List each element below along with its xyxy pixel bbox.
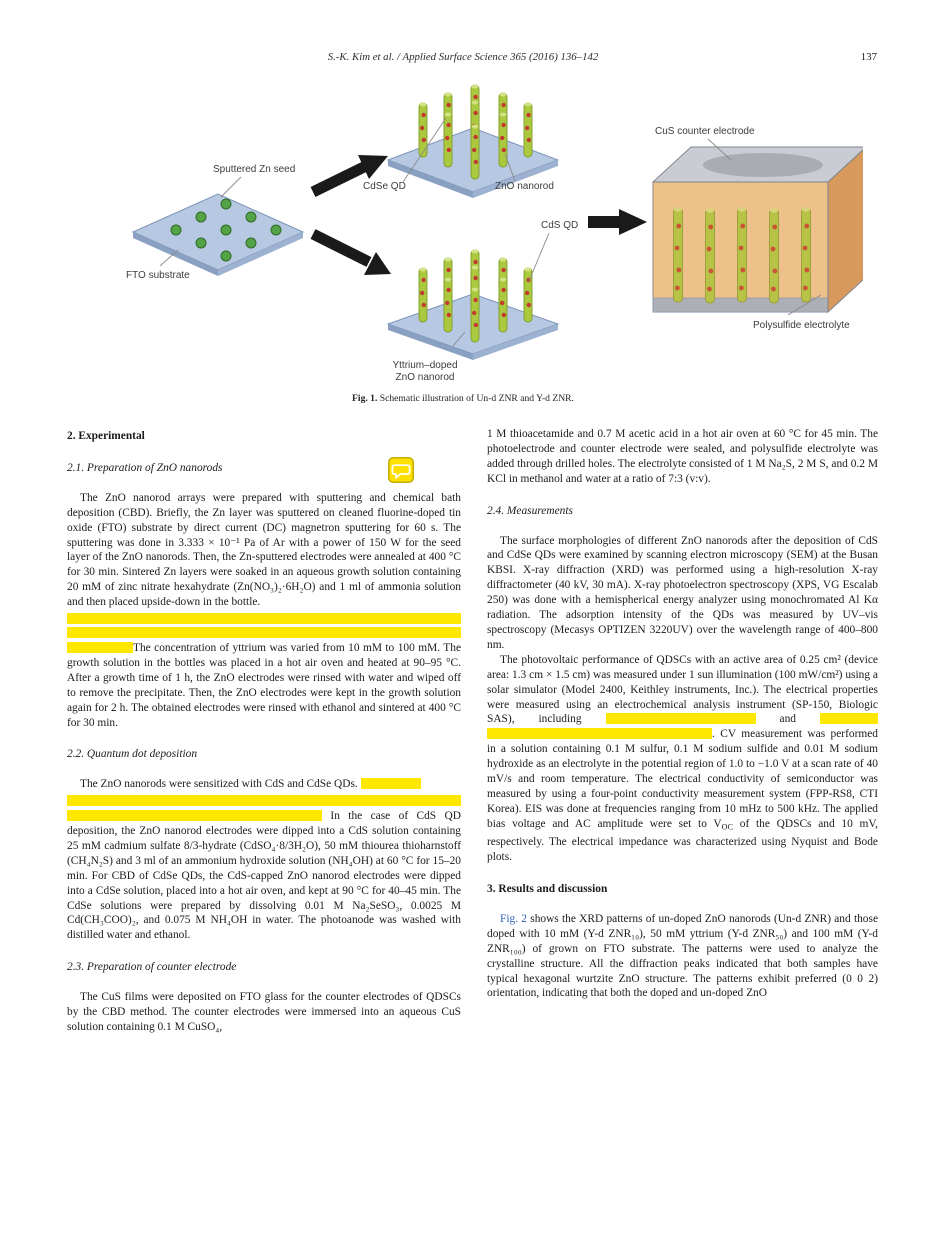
redacted-highlight[interactable] — [67, 810, 322, 821]
subsection-heading-zno-preparation: 2.1. Preparation of ZnO nanorods — [67, 461, 223, 474]
arrow-icon — [588, 209, 647, 235]
redacted-highlight[interactable] — [67, 795, 461, 807]
zno-nanorod-cdse-panel — [363, 85, 558, 199]
label-cus-counter-electrode: CuS counter electrode — [655, 126, 755, 137]
section-heading-experimental: 2. Experimental — [67, 430, 145, 442]
yttrium-doped-zno-panel — [388, 220, 578, 383]
label-cds-qd: CdS QD — [541, 220, 579, 231]
figure-1-caption — [0, 393, 926, 404]
paragraph-surface-morphology — [487, 534, 878, 653]
subsection-heading-counter-electrode: 2.3. Preparation of counter electrode — [67, 961, 237, 974]
comment-annotation-icon[interactable] — [388, 457, 414, 483]
paragraph-counter-electrode — [67, 990, 461, 1035]
right-column — [487, 427, 878, 1001]
subsection-heading-measurements: 2.4. Measurements — [487, 504, 573, 517]
running-header: S.-K. Kim et al. / Applied Surface Science 365 (2016) 136–142 — [327, 51, 599, 63]
voc-subscript: OC — [721, 822, 734, 832]
paragraph-qd-deposition — [67, 777, 461, 943]
label-zno-nanorod: ZnO nanorod — [495, 181, 554, 192]
paragraph-yttrium-with-redaction — [67, 613, 461, 731]
redacted-highlight[interactable] — [606, 713, 756, 724]
paragraph-text: shows the XRD patterns of un-doped ZnO nanorods (Un-d ZNR) and those doped with 10 mM (Y-d ZNR₁₀), 50 mM yttrium (Y-d ZNR₅₀) and 100 mM (Y-d ZNR₁₀₀) of grown on FTO substrate. The patterns were used to analyze the crystalline structure. All the diffraction peaks indicated that both samples have typical hexagonal wurtzite ZnO structure. The patterns exhibit preferred (0 0 2) orientation, indicating that both the doped and un-doped ZnO — [487, 912, 878, 1000]
paragraph-zno-preparation — [67, 491, 461, 610]
redacted-highlight[interactable] — [67, 613, 461, 625]
paragraph-text: The ZnO nanorod arrays were prepared with sputtering and chemical bath deposition (CBD). Briefly, the Zn layer was sputtered on cleaned fluorine-doped tin oxide (FTO) substrate by direct current (DC) magnetron sputtering for 60 s. The sputtering was done in 3.333 × 10⁻¹ Pa of Ar with a power of 150 W for the seed layer of the ZnO nanorods. Then, the Zn-sputtered electrodes were annealed at 400 °C for 30 min. Sintered Zn layers were soaked in an aqueous growth solution containing 20 mM of zinc nitrate hexahydrate (Zn(NO₃)₂·6H₂O) and 1 ml of ammonia solution and then placed upside-down in the bottle. — [67, 491, 461, 609]
label-fto-substrate: FTO substrate — [126, 270, 190, 281]
paragraph-counter-electrode-continued: 1 M thioacetamide and 0.7 M acetic acid in a hot air oven at 60 °C for 45 min. The photoelectrode and counter electrode were sealed, and polysulfide electrolyte was added through drilled holes. The electrolyte consisted of 1 M Na₂S, 2 M S, and 0.2 M KCl in methanol and water at a ratio of 7:3 (v:v). — [487, 428, 878, 485]
figure-2-crossref-link[interactable]: Fig. 2 — [500, 912, 527, 925]
paragraph-text: and — [779, 713, 796, 726]
figure-1-schematic — [63, 82, 863, 390]
label-yttrium-doped-line2: ZnO nanorod — [395, 372, 455, 383]
label-cdse-qd: CdSe QD — [363, 181, 406, 192]
section-heading-results: 3. Results and discussion — [487, 882, 608, 895]
fto-substrate-with-zn-seeds — [126, 164, 303, 281]
qdsc-cell-illustration — [653, 126, 863, 331]
paragraph-text: The CuS films were deposited on FTO glass for the counter electrodes of QDSCs by the CBD method. The counter electrodes were immersed into an aqueous CuS solution containing 0.1 M CuSO₄, — [67, 991, 461, 1033]
redacted-highlight[interactable] — [67, 627, 461, 639]
figure-1-svg — [63, 82, 863, 390]
paragraph-xrd-results — [487, 912, 878, 1001]
figure-caption-text: Schematic illustration of Un-d ZNR and Y-d ZNR. — [379, 393, 574, 404]
paragraph-text: The surface morphologies of different ZnO nanorods after the deposition of CdS and CdSe QDs were examined by scanning electron microscopy (SEM) at the Busan KBSI. X-ray diffraction (XRD) was performed using a high-resolution X-ray diffractometer (40 kV, 30 mA). X-ray photoelectron spectroscopy (XPS, VG Escalab 250) was done with a hemispherical energy analyzer using monochromated Al Kα radiation. The adsorption intensity of the QDs was measured by UV–vis spectroscopy (Mecasys OPTIZEN 3220UV) over the wavelength range of 400–800 nm. — [487, 534, 878, 651]
speech-bubble-icon — [388, 457, 414, 483]
page-number: 137 — [860, 51, 877, 63]
paragraph-text: . CV measurement was performed in a solution containing 0.1 M sulfur, 0.1 M sodium sulfide and 0.01 M sodium hydroxide as an electrolyte in the potential region of 1.0 to −1.0 V at a scan rate of 40 mV/s and room temperature. The electrical conductivity of semiconductor was measured by using a four-point conductivity measurement system (FPP-RS8, CTI Korea). EIS was done at frequencies ranging from 10 mHz to 500 kHz. The applied bias voltage and AC amplitude were set to V — [487, 728, 878, 830]
label-sputtered-zn-seed: Sputtered Zn seed — [213, 164, 296, 175]
paragraph-photovoltaic-measurements — [487, 653, 878, 865]
paragraph-text: of the QDSCs and 10 mV, respectively. The electrical impedance was characterized using Nyquist and Bode plots. — [487, 817, 878, 864]
redacted-highlight[interactable] — [487, 728, 712, 739]
arrow-icon — [313, 234, 391, 275]
figure-caption-label: Fig. 1. — [352, 393, 378, 404]
redacted-highlight[interactable] — [67, 642, 133, 653]
subsection-heading-quantum-dot-deposition: 2.2. Quantum dot deposition — [67, 748, 198, 761]
label-polysulfide-electrolyte: Polysulfide electrolyte — [753, 320, 850, 331]
paragraph-text: The concentration of yttrium was varied from 10 mM to 100 mM. The growth solution in the bottles was placed in a hot air oven and heated at 90–95 °C. After a growth time of 1 h, the ZnO electrodes were rinsed with water and wiped off to remove the precipitate. Then, the ZnO electrodes were kept in the growth solution again for 2 h. The obtained electrodes were rinsed with ethanol and sintered at 400 °C for 30 min. — [67, 642, 461, 729]
label-yttrium-doped-line1: Yttrium–doped — [392, 360, 458, 371]
paragraph-text: The photovoltaic performance of QDSCs with an active area of 0.25 cm² (device area: 1.3 cm × 1.5 cm) was measured under 1 sun illumination (100 mW/cm²) using a solar simulator (Model 2400, Keithley instruments, Inc.). The electrical properties were measured using an electrochemical analysis instrument (SP-150, Biologic SAS), including — [487, 653, 878, 726]
left-column — [67, 427, 461, 1035]
redacted-highlight[interactable] — [361, 778, 421, 789]
redacted-highlight[interactable] — [820, 713, 878, 724]
paragraph-text: In the case of CdS QD deposition, the ZnO nanorod electrodes were dipped into a CdS solution containing 25 mM cadmium sulfate 8/3-hydrate (CdSO₄·8/3H₂O), 50 mM thiourea thioharnstoff (CH₄N₂S) and 3 ml of an ammonium hydroxide solution (NH₄OH) at 60 °C for 15–20 min. For CBD of CdSe QDs, the CdS-capped ZnO nanorod electrodes were dipped into a CdSe solution, placed into a hot air oven, and kept at 90 °C for 40–45 min. The CdSe solutions were prepared by dissolving 0.01 M Na₂SeSO₃, 0.0025 M Cd(CH₃COO)₂, and 0.075 M NH₄OH in water. The photoanode was washed with distilled water and ethanol. — [67, 810, 461, 942]
paragraph-text: The ZnO nanorods were sensitized with CdS and CdSe QDs. — [80, 778, 358, 791]
